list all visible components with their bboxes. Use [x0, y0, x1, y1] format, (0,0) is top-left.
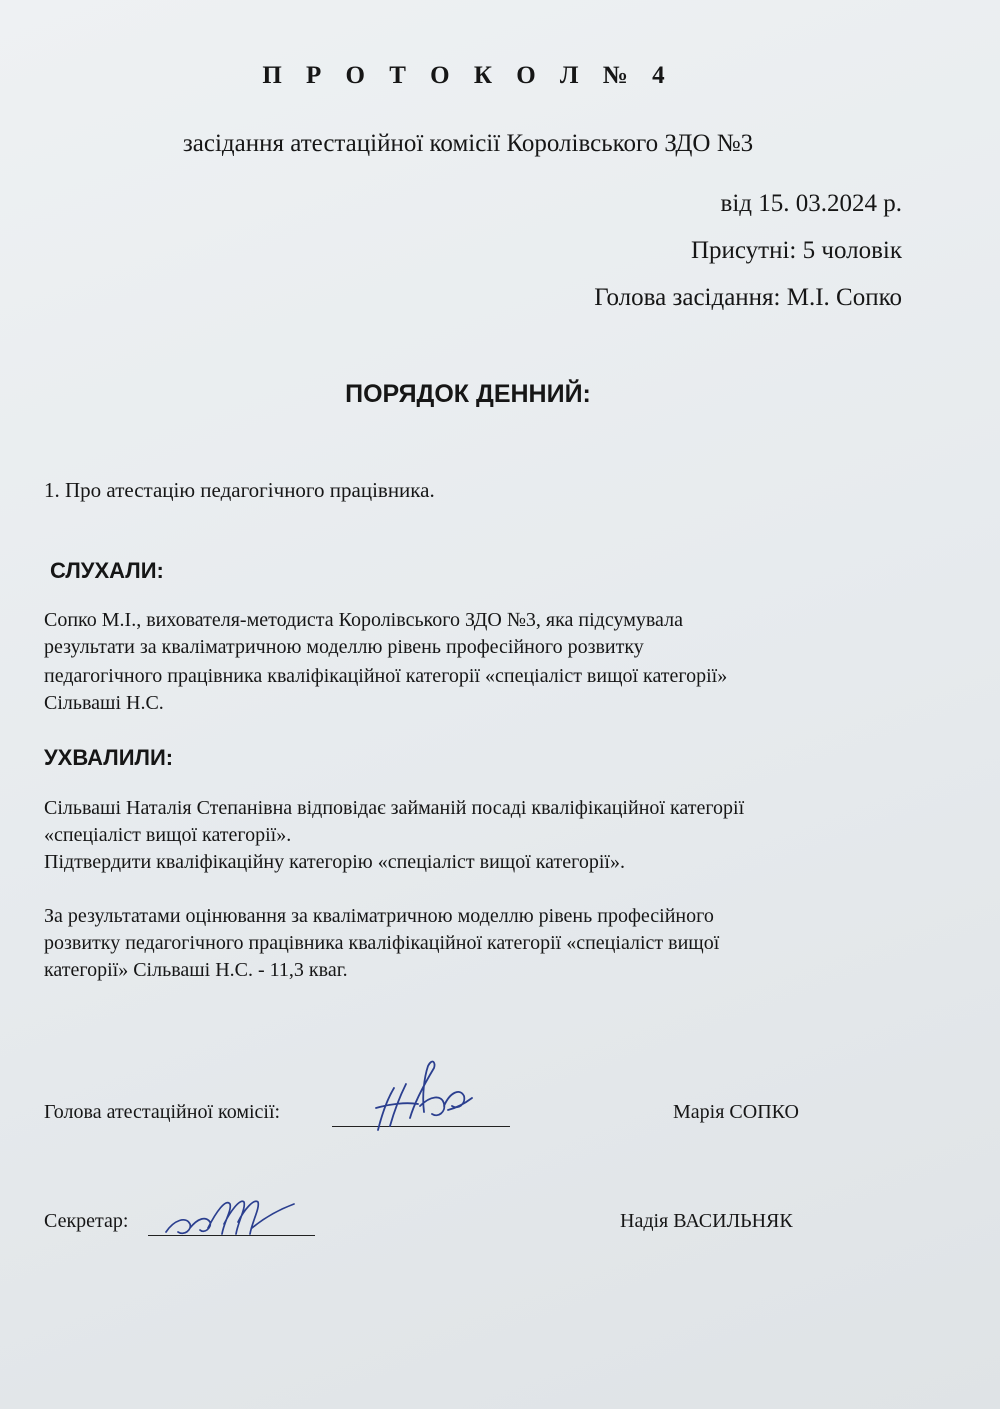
- decided-text-line: Підтвердити кваліфікаційну категорію «спеціаліст вищої категорії».: [44, 851, 625, 873]
- secretary-handwritten-signature: [160, 1188, 300, 1250]
- decided-text-line: Сільваші Наталія Степанівна відповідає займаній посаді кваліфікаційної категорії: [44, 797, 745, 819]
- result-text-line: категорії» Сільваші Н.С. - 11,3 кваг.: [44, 959, 348, 981]
- decided-heading: УХВАЛИЛИ:: [44, 745, 174, 770]
- chair-handwritten-signature: [360, 1048, 480, 1148]
- decided-text-line: «спеціаліст вищої категорії».: [44, 824, 292, 846]
- chair-name: Марія СОПКО: [673, 1101, 799, 1123]
- heard-heading: СЛУХАЛИ:: [50, 558, 164, 583]
- attendance: Присутні: 5 чоловік: [690, 237, 902, 264]
- chair-signature-label: Голова атестаційної комісії:: [44, 1101, 281, 1123]
- agenda-heading: ПОРЯДОК ДЕННИЙ:: [345, 380, 591, 408]
- secretary-signature-label: Секретар:: [44, 1210, 129, 1232]
- heard-text-line: педагогічного працівника кваліфікаційної категорії «спеціаліст вищої категорії»: [44, 665, 728, 687]
- heard-text-line: Сопко М.І., вихователя-методиста Королівського ЗДО №3, яка підсумувала: [44, 609, 683, 631]
- heard-text-line: результати за кваліматричною моделлю рівень професійного розвитку: [44, 636, 644, 658]
- document-title: П Р О Т О К О Л № 4: [262, 62, 674, 89]
- meeting-chair: Голова засідання: М.І. Сопко: [594, 284, 902, 311]
- secretary-name: Надія ВАСИЛЬНЯК: [620, 1210, 793, 1232]
- result-text-line: розвитку педагогічного працівника кваліфікаційної категорії «спеціаліст вищої: [44, 932, 720, 954]
- agenda-item: 1. Про атестацію педагогічного працівника.: [44, 478, 435, 502]
- heard-text-line: Сільваші Н.С.: [44, 692, 164, 714]
- meeting-date: від 15. 03.2024 р.: [720, 190, 902, 217]
- document-subtitle: засідання атестаційної комісії Королівського ЗДО №3: [182, 130, 754, 157]
- result-text-line: За результатами оцінювання за кваліматричною моделлю рівень професійного: [44, 905, 714, 927]
